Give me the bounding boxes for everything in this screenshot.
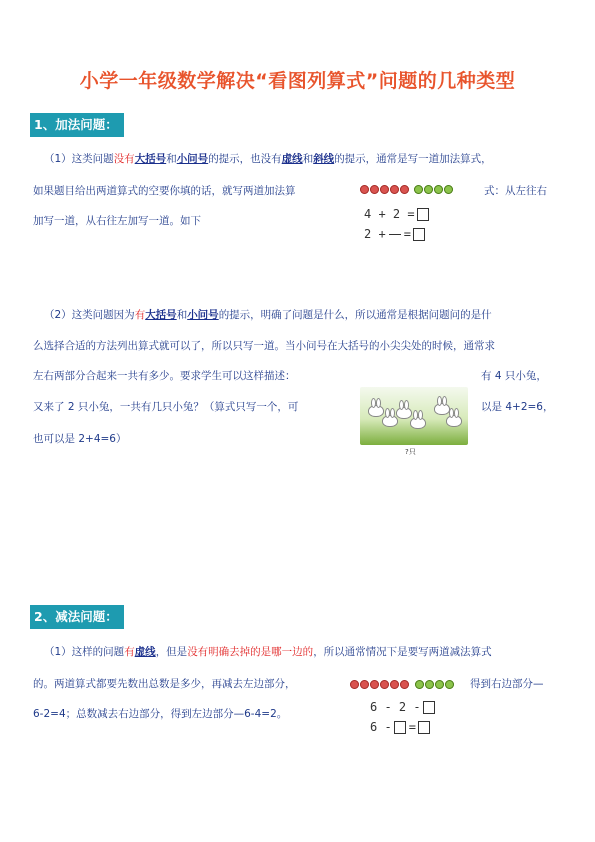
- addition-p2-line3a: 左右两部分合起来一共有多少。要求学生可以这样描述：: [33, 370, 296, 382]
- highlight-red: 没有明确去掉的是哪一边的: [187, 646, 314, 658]
- addition-p2-line5: 也可以是 2+4=6）: [33, 433, 127, 445]
- highlight-red: 没有: [113, 153, 135, 165]
- equation-text: 6 -: [370, 720, 392, 734]
- equation-row-1: [364, 207, 429, 222]
- flower-row-icon: [350, 680, 455, 689]
- equation-row-1: [370, 700, 435, 715]
- keyword-big-brace: 大括号: [145, 309, 177, 321]
- text-run: 的提示，也没有: [208, 153, 282, 165]
- subtraction-figure-flowers: [350, 680, 460, 738]
- equation-text: 4 + 2 =: [364, 207, 415, 221]
- bunnies-question-label: ?只: [405, 448, 416, 456]
- answer-box: [417, 208, 429, 221]
- equation-text: 6 - 2 -: [370, 700, 421, 714]
- keyword-dashed-line: 虚线: [134, 646, 156, 658]
- addition-figure-flowers: [360, 185, 466, 245]
- flower-row-icon: [360, 185, 454, 194]
- keyword-slash-line: 斜线: [313, 153, 335, 165]
- keyword-dashed-line: 虚线: [281, 153, 303, 165]
- section-heading-addition: 1、加法问题：: [30, 113, 124, 137]
- subtraction-p1-line2b: 得到右边部分—: [470, 678, 544, 690]
- equation-text: 2 +: [364, 227, 386, 241]
- addition-p1-line2b: 式：从左往右: [484, 185, 547, 197]
- keyword-big-brace: 大括号: [134, 153, 167, 165]
- equation-text: =: [408, 720, 416, 734]
- bunny-icon: [368, 405, 384, 417]
- bunny-icon: [434, 403, 450, 415]
- subtraction-p1-line2a: 的。两道算式都要先数出总数是多少，再减去左边部分，: [33, 678, 296, 690]
- bunny-icon: [382, 415, 398, 427]
- bunnies-figure: [360, 387, 468, 445]
- text-run: ，所以通常情况下是要写两道减法算式: [313, 646, 492, 658]
- addition-p2-line1: [44, 307, 492, 323]
- addition-p2-line3b: 有 4 只小兔，: [481, 370, 547, 382]
- text-run: ，但是: [155, 646, 188, 658]
- bunny-icon: [410, 417, 426, 429]
- equation-row-2: [370, 720, 430, 735]
- answer-box: [423, 701, 435, 714]
- answer-box: [413, 228, 425, 241]
- text-run: 和: [302, 153, 314, 165]
- addition-p2-line4b: 以是 4+2=6，: [481, 401, 554, 413]
- text-run: 和: [166, 153, 177, 165]
- text-run: （1）这样的问题: [44, 646, 125, 658]
- highlight-red: 有: [124, 646, 135, 658]
- subtraction-p1-line3: 6-2=4；总数减去右边部分，得到左边部分—6-4=2。: [33, 708, 288, 720]
- text-run: 的提示，明确了问题是什么，所以通常是根据问题问的是什: [218, 309, 492, 321]
- answer-box: [394, 721, 406, 734]
- equation-row-2: [364, 227, 425, 242]
- addition-p1-line2a: 如果题目给出两道算式的空要你填的话，就写两道加法算: [33, 185, 296, 197]
- keyword-question-mark: 小问号: [176, 153, 209, 165]
- answer-box: [418, 721, 430, 734]
- text-run: （1）这类问题: [44, 153, 114, 165]
- page-title: 小学一年级数学解决“看图列算式”问题的几种类型: [79, 70, 516, 92]
- subtraction-p1-line1: [44, 644, 492, 660]
- section-heading-subtraction: 2、减法问题：: [30, 605, 124, 629]
- keyword-question-mark: 小问号: [187, 309, 219, 321]
- text-run: 的提示，通常是写一道加法算式，: [334, 153, 492, 165]
- bunny-icon: [396, 407, 412, 419]
- text-run: （2）这类问题因为: [44, 309, 135, 321]
- equation-text: =: [403, 227, 411, 241]
- text-run: 和: [176, 309, 188, 321]
- highlight-red: 有: [134, 309, 146, 321]
- addition-p1-line3: 加写一道，从右往左加写一道。如下: [33, 215, 201, 227]
- addition-p1-line1: [44, 151, 492, 167]
- bunny-icon: [446, 415, 462, 427]
- addition-p2-line2: 么选择合适的方法列出算式就可以了，所以只写一道。当小问号在大括号的小尖尖处的时候，通常求: [33, 340, 495, 352]
- addition-p2-line4a: 又来了 2 只小兔，一共有几只小兔？（算式只写一个，可: [33, 401, 299, 413]
